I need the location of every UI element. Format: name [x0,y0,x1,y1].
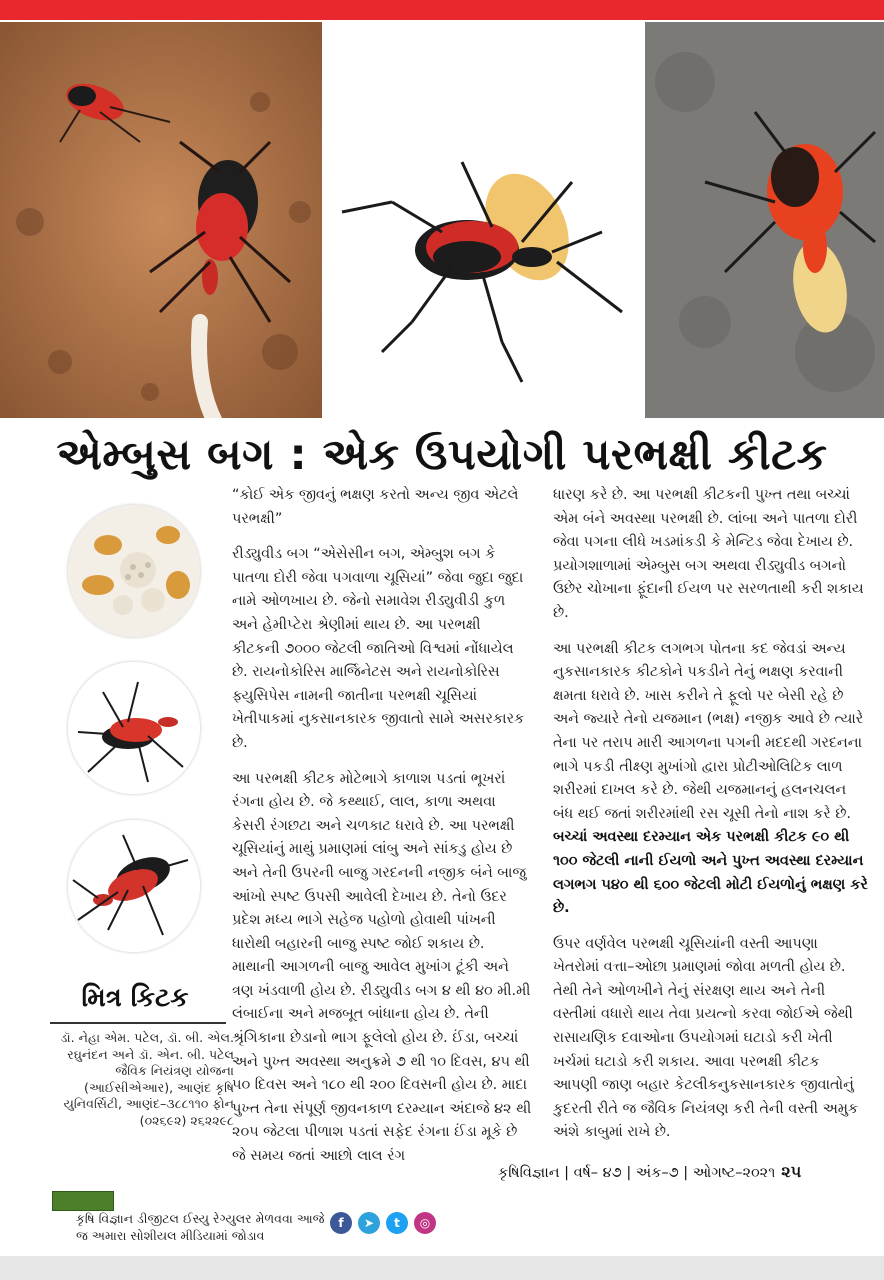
instagram-icon[interactable]: ◎ [414,1212,436,1234]
sidebar-divider [50,1022,226,1024]
highlight-text: બચ્ચાં અવસ્થા દરમ્યાન એક પરભક્ષી કીટક ૯૦ થી ૧૦૦ જેટલી નાની ઈયળો અને પુખ્ત અવસ્થા દરમ્યાન લગભગ ૫૪૦ થી ૬૦૦ જેટલી મોટી ઈયળોનું ભક્ષણ કરે છે. [553,829,868,917]
krishi-vigyan-logo [52,1191,114,1211]
social-promo-text: કૃષિ વિજ્ઞાન ડીજીટલ ઈસ્યુ રેગ્યુલર મેળવવા આજે જ અમારા સોશીયલ મીડિયામાં જોડાવ [76,1211,325,1243]
photo-bug-on-stone [645,22,884,418]
article-title: એમ્બુસ બગ : એક ઉપયોગી પરભક્ષી કીટક [56,430,828,480]
bottom-strip [0,1256,884,1280]
top-red-bar [0,0,884,20]
article-column-2 [553,484,868,1157]
adult-bug-photo [68,820,200,952]
intro-quote: “કોઈ એક જીવનું ભક્ષણ કરતો અન્ય જીવ એટલે પરભક્ષી” [232,487,519,527]
facebook-icon[interactable]: f [330,1212,352,1234]
magazine-footer [498,1162,868,1182]
eggs-photo [68,505,200,637]
paragraph: રીડ્યુવીડ બગ “એસેસીન બગ, એમ્બુશ બગ કે પાતળા દોરી જેવા પગવાળા ચૂસિયાં” જેવા જુદા જુદા નામે ઓળખાય છે. જેનો સમાવેશ રીડ્યુવીડી કુળ અને હેમીપ્ટેરા શ્રેણીમાં થાય છે. આ પરભક્ષી કીટકની ૭૦૦૦ જેટલી જાતિઓ વિશ્વમાં નોંધાયેલ છે. રાયનોકોરિસ માર્જિનેટસ અને રાયનોકોરિસ ફ્યુસિપેસ નામની જાતીના પરભક્ષી ચૂસિયાં ખેતીપાકમાં નુકસાનકારક જીવાતો સામે અસરકારક છે. [232,546,525,751]
nymph-photo [68,662,200,794]
sidebar-heading: મિત્ર કિટક [81,983,189,1013]
twitter-icon[interactable]: t [386,1212,408,1234]
paragraph-text: આ પરભક્ષી કીટક લગભગ પોતના કદ જેવડાં અન્ય નુકસાનકારક કીટકોને પકડીને તેનું ભક્ષણ કરવાની ક્ષમતા ધરાવે છે. ખાસ કરીને તે ફૂલો પર બેસી રહે છે અને જ્યારે તેનો યજમાન (ભક્ષ) નજીક આવે છે ત્યારે તેના પર તરાપ મારી આગળના પગની મદદથી ગરદનના ભાગે પકડી તીક્ષ્ણ મુખાંગો દ્વારા પ્રોટીઓલિટિક લાળ શરીરમાં દાખલ કરે છે. જેથી યજમાનનું હલનચલન બંધ થઈ જતાં શરીરમાંથી રસ ચૂસી તેનો નાશ કરે છે. [553,640,864,822]
page-number: ૨૫ [781,1162,802,1181]
paragraph: ઉપર વર્ણવેલ પરભક્ષી ચૂસિયાંની વસ્તી આપણા ખેતરોમાં વત્તા–ઓછા પ્રમાણમાં જોવા મળતી હોય છે. તેથી તેને ઓળખીને તેનું સંરક્ષણ થાય અને તેની વસ્તીમાં વધારો થાય તેવા પ્રયત્નો કરવા જોઈએ જેથી રાસાયણિક દવાઓના ઉપયોગમાં ઘટાડો કરી ખેતી ખર્ચમાં ઘટાડો કરી શકાય. આવા પરભક્ષી કીટક આપણી જાણ બહાર કેટલીકનુકસાનકારક જીવાતોનું કુદરતી રીતે જ જૈવિક નિયંત્રણ કરી તેની વસ્તી અમુક અંશે કાબુમાં રાખે છે. [553,935,859,1141]
paragraph: ધારણ કરે છે. આ પરભક્ષી કીટકની પુખ્ત તથા બચ્ચાં એમ બંને અવસ્થા પરભક્ષી છે. લાંબા અને પાતળા દોરી જેવા પગના લીધે ખડમાંકડી કે મેન્ટિડ જેવા દેખાય છે. પ્રયોગશાળામાં એમ્બુસ બગ અથવા રીડ્યુવીડ બગનો ઉછેર ચોખાના ફૂંદાની ઈયળ પર સરળતાથી કરી શકાય છે. [553,487,864,621]
photo-bug-with-larva [322,22,645,418]
magazine-issue: કૃષિવિજ્ઞાન | વર્ષ– ૪૭ | અંક–૭ | ઓગષ્ટ–૨૦૨૧ [498,1165,776,1181]
author-credit: ડૉ. નેહા એમ. પટેલ, ડૉ. બી. એલ. રઘુનંદન અને ડૉ. એન. બી. પટેલ જૈવિક નિયંત્રણ યોજના (આઈસીએઆર), આણંદ કૃષિ યુનિવર્સિટી, આણંદ–૩૮૮૧૧૦ ફોન (૦૨૬૯૨) ૨૬૨૨૯૮ [60,1030,234,1128]
article-column-1 [232,484,532,1181]
telegram-icon[interactable]: ➤ [358,1212,380,1234]
paragraph [553,638,868,921]
paragraph: આ પરભક્ષી કીટક મોટેભાગે કાળાશ પડતાં ભૂખરાં રંગના હોય છે. જે કથ્થાઈ, લાલ, કાળા અથવા કેસરી રંગછટા અને ચળકાટ ધરાવે છે. આ પરભક્ષી ચૂસિયાંનું માથું પ્રમાણમાં લાંબુ અને સાંકડુ હોય છે અને તેની ઉપરની બાજુ ગરદનની નજીક બંને બાજુ આંખો સ્પષ્ટ ઉપસી આવેલી દેખાય છે. તેનો ઉદર પ્રદેશ મધ્ય ભાગે સહેજ પહોળો હોવાથી પાંખની ધારોથી બહારની બાજુ સ્પષ્ટ જોઈ શકાય છે. માથાની આગળની બાજુ આવેલ મુખાંગ ટૂંકી અને ત્રણ ખંડવાળી હોય છે. રીડ્યુવીડ બગ ૪ થી ૪૦ મી.મી લંબાઈના અને મજબૂત બાંધાના હોય છે. તેની શ્રૃંગિકાના છેડાનો ભાગ ફૂલેલો હોય છે. ઈંડા, બચ્ચાં અને પુખ્ત અવસ્થા અનુક્રમે ૭ થી ૧૦ દિવસ, ૪૫ થી ૫૦ દિવસ અને ૧૮૦ થી ૨૦૦ દિવસની હોય છે. માદા પુખ્ત તેના સંપૂર્ણ જીવનકાળ દરમ્યાન અંદાજે ૪૨ થી ૨૦૫ જેટલા પીળાશ પડતાં સફેદ રંગના ઈંડા મૂકે છે જે સમય જતાં આછો લાલ રંગ [232,770,532,1165]
photo-bug-on-soil [0,22,322,418]
